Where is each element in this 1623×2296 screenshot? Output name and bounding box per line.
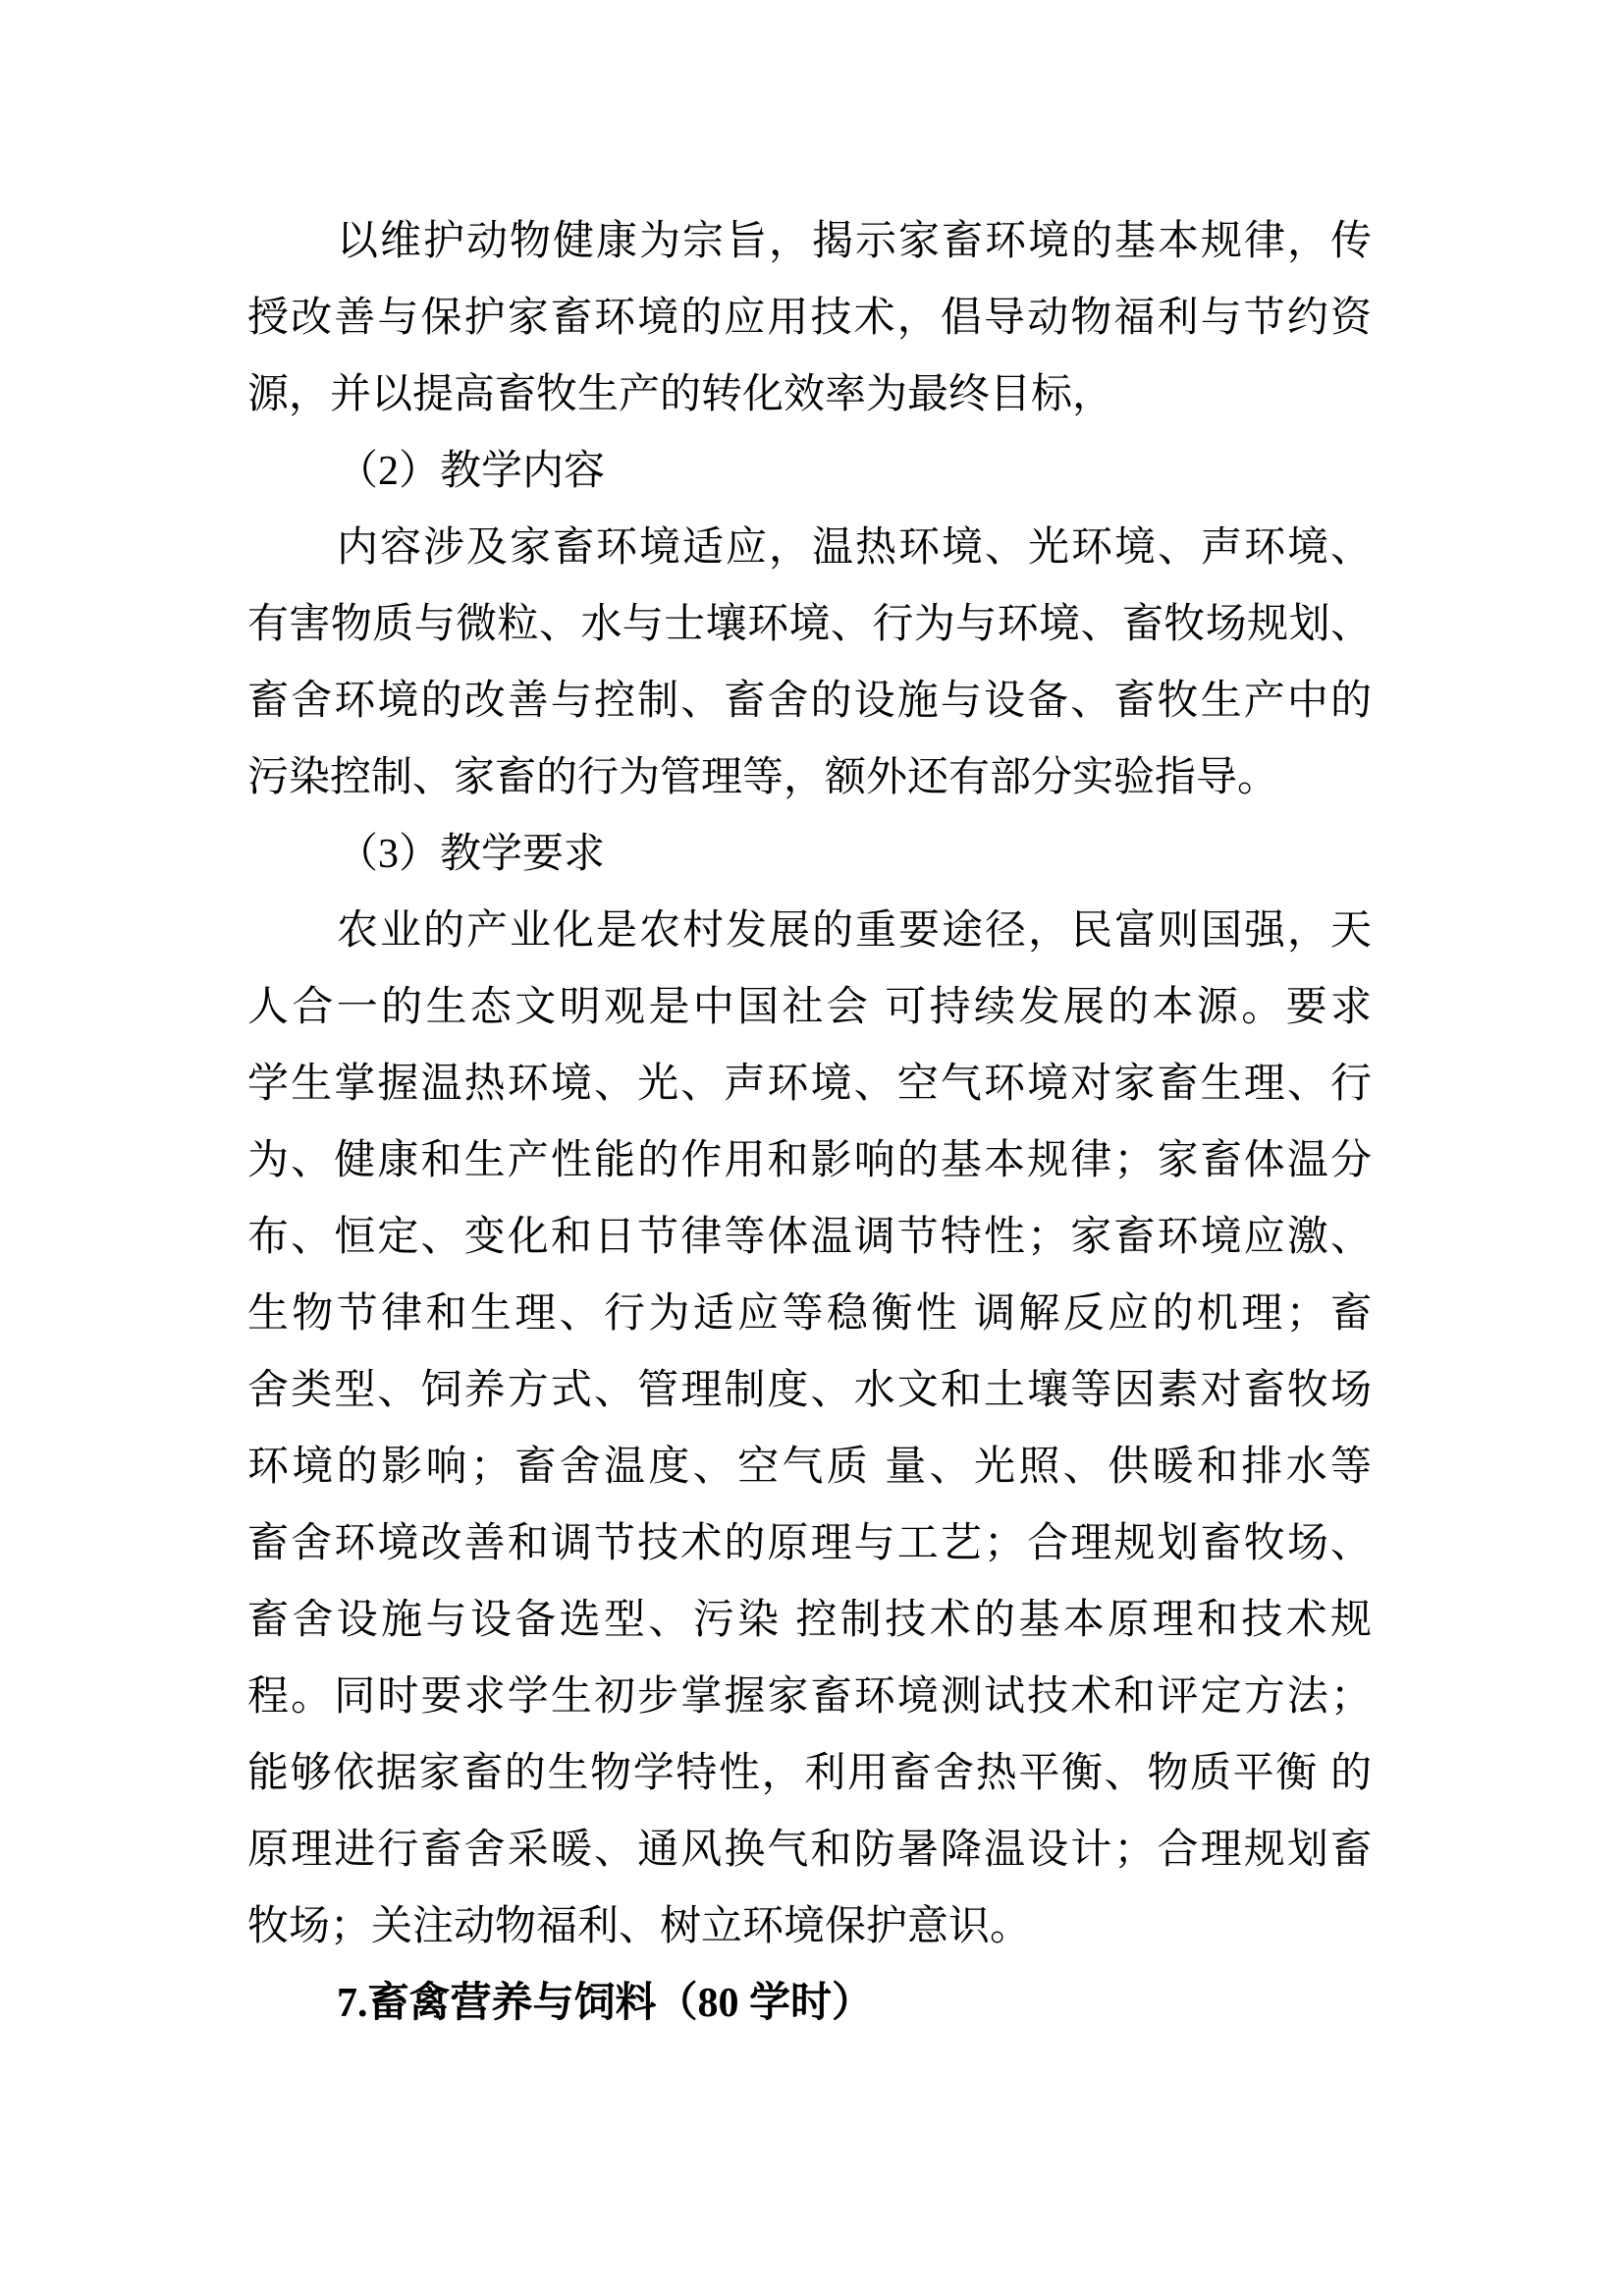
section-heading-course-7: 7.畜禽营养与饲料（80 学时） [337,1981,874,2026]
text-line: 生物节律和生理、行为适应等稳衡性 调解反应的机理；畜 [247,1291,1372,1337]
text-line: 程。同时要求学生初步掌握家畜环境测试技术和评定方法； [247,1674,1372,1720]
text-line: 布、恒定、变化和日节律等体温调节特性；家畜环境应激、 [247,1215,1372,1260]
text-line: 污染控制、家畜的行为管理等，额外还有部分实验指导。 [247,755,1279,800]
text-line: 能够依据家畜的生物学特性，利用畜舍热平衡、物质平衡 的 [247,1751,1372,1796]
subheading-teaching-content: （2）教学内容 [337,449,606,494]
text-line: 畜舍设施与设备选型、污染 控制技术的基本原理和技术规 [247,1598,1372,1643]
text-line: 源，并以提高畜牧生产的转化效率为最终目标， [247,372,1114,417]
text-line: 畜舍环境改善和调节技术的原理与工艺；合理规划畜牧场、 [247,1521,1372,1566]
text-line: 内容涉及家畜环境适应，温热环境、光环境、声环境、 [337,525,1372,571]
text-line: 牧场；关注动物福利、树立环境保护意识。 [247,1904,1032,1949]
document-text-block [247,203,1372,2042]
subheading-teaching-requirements: （3）教学要求 [337,832,606,877]
text-line: 农业的产业化是农村发展的重要途径，民富则国强，天 [337,908,1372,954]
text-line: 原理进行畜舍采暖、通风换气和防暑降温设计；合理规划畜 [247,1828,1372,1873]
text-line: 有害物质与微粒、水与士壤环境、行为与环境、畜牧场规划、 [247,602,1372,647]
text-line: 为、健康和生产性能的作用和影响的基本规律；家畜体温分 [247,1138,1372,1183]
text-line: 人合一的生态文明观是中国社会 可持续发展的本源。要求 [247,985,1372,1030]
text-line: 舍类型、饲养方式、管理制度、水文和土壤等因素对畜牧场 [247,1368,1372,1413]
text-line: 学生掌握温热环境、光、声环境、空气环境对家畜生理、行 [247,1062,1372,1107]
text-line: 环境的影响；畜舍温度、空气质 量、光照、供暖和排水等 [247,1445,1372,1490]
text-line: 授改善与保护家畜环境的应用技术，倡导动物福利与节约资 [247,296,1372,341]
text-line: 以维护动物健康为宗旨，揭示家畜环境的基本规律，传 [337,219,1372,264]
text-line: 畜舍环境的改善与控制、畜舍的设施与设备、畜牧生产中的 [247,679,1372,724]
